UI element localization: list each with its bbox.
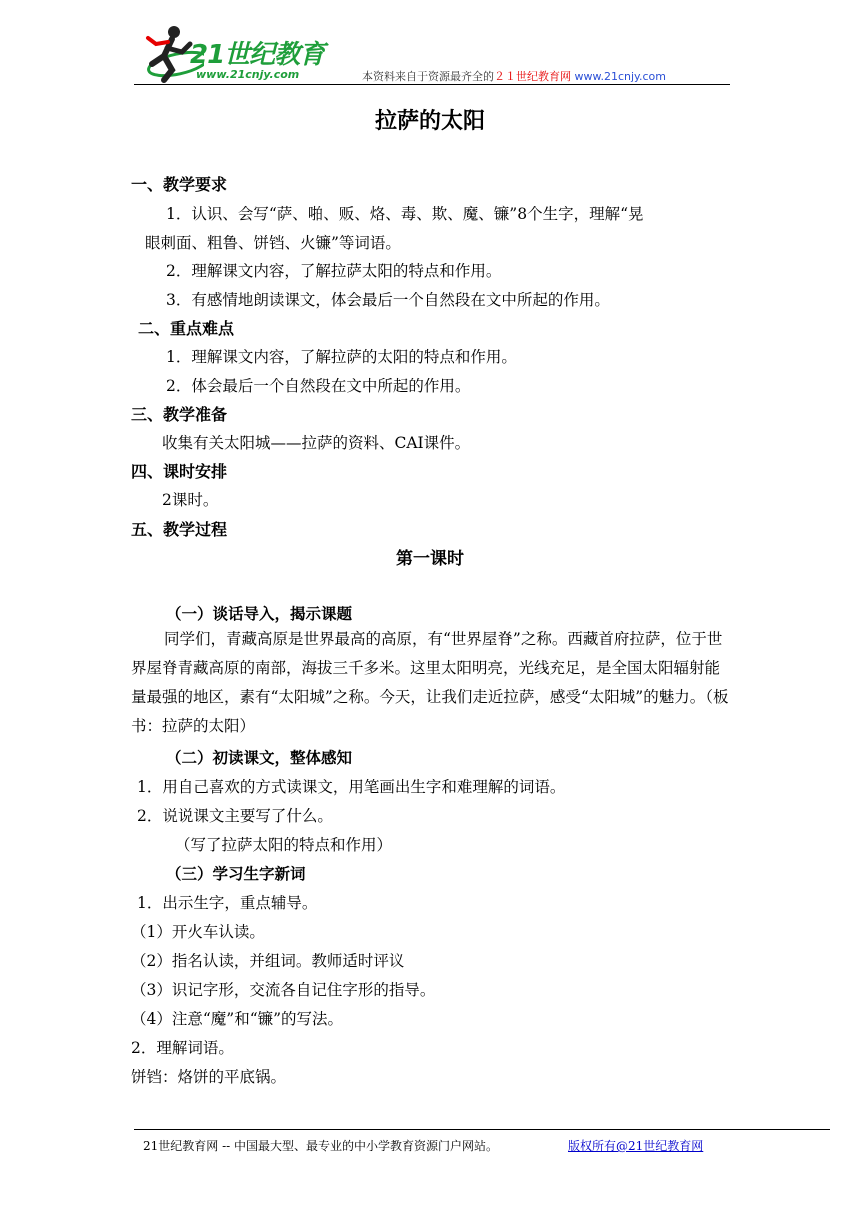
part1-heading: （一）谈话导入，揭示课题 bbox=[166, 605, 353, 623]
part1-paragraph: 同学们，青藏高原是世界最高的高原，有“世界屋脊”之称。西藏首府拉萨，位于世界屋脊青藏高原的南部，海拔三千多米。这里太阳明亮，光线充足，是全国太阳辐射能量最强的地区，素有“太阳城”之称。今天，让我们走近拉萨，感受“太阳城”的魅力。（板书：拉萨的太阳） bbox=[131, 630, 729, 735]
section-heading-2: 二、重点难点 bbox=[138, 319, 235, 338]
part2-heading: （二）初读课文，整体感知 bbox=[166, 749, 353, 767]
part3-sub4: （4）注意“魔”和“镰”的写法。 bbox=[131, 1010, 344, 1028]
part3-item2: 2．理解词语。 bbox=[131, 1039, 234, 1057]
header-note-url[interactable]: www.21cnjy.com bbox=[574, 70, 666, 83]
part3-heading: （三）学习生字新词 bbox=[166, 865, 306, 883]
s1-item3: 3．有感情地朗读课文，体会最后一个自然段在文中所起的作用。 bbox=[166, 291, 610, 309]
copyright-link[interactable]: 版权所有@21世纪教育网 bbox=[568, 1139, 704, 1153]
section-heading-4: 四、课时安排 bbox=[131, 462, 228, 481]
s3-text: 收集有关太阳城——拉萨的资料、CAI课件。 bbox=[162, 434, 471, 452]
header-note-prefix: 本资料来自于资源最齐全的 bbox=[362, 70, 494, 83]
footer-text: 21世纪教育网 -- 中国最大型、最专业的中小学教育资源门户网站。 bbox=[143, 1139, 499, 1153]
part3-sub1: （1）开火车认读。 bbox=[131, 923, 265, 941]
header-note bbox=[362, 68, 666, 84]
s2-item1: 1．理解课文内容，了解拉萨的太阳的特点和作用。 bbox=[166, 348, 517, 366]
header-divider bbox=[134, 84, 730, 85]
part3-item1: 1．出示生字，重点辅导。 bbox=[137, 894, 318, 912]
document-title: 拉萨的太阳 bbox=[374, 109, 485, 134]
s4-text: 2课时。 bbox=[162, 491, 219, 509]
section-heading-3: 三、教学准备 bbox=[131, 405, 228, 424]
part3-word: 饼铛：烙饼的平底锅。 bbox=[131, 1068, 287, 1086]
s2-item2: 2．体会最后一个自然段在文中所起的作用。 bbox=[166, 377, 471, 395]
lesson-title: 第一课时 bbox=[396, 549, 464, 569]
header-note-highlight[interactable]: ２１世纪教育网 bbox=[494, 70, 571, 83]
s1-item1-line1: 1．认识、会写“萨、啪、贩、烙、毒、欺、魔、镰”8个生字，理解“晃 bbox=[166, 205, 644, 223]
logo-text: 21世纪教育 bbox=[190, 40, 325, 70]
part3-sub3: （3）识记字形，交流各自记住字形的指导。 bbox=[131, 981, 436, 999]
part2-item1: 1．用自己喜欢的方式读课文，用笔画出生字和难理解的词语。 bbox=[137, 778, 566, 796]
footer-divider bbox=[134, 1129, 830, 1130]
part2-item2: 2．说说课文主要写了什么。 bbox=[137, 807, 333, 825]
site-logo bbox=[134, 20, 334, 88]
s1-item1-line2: 眼刺面、粗鲁、饼铛、火镰”等词语。 bbox=[145, 234, 401, 252]
part2-answer: （写了拉萨太阳的特点和作用） bbox=[175, 836, 393, 854]
logo-url: www.21cnjy.com bbox=[196, 68, 300, 81]
section-heading-5: 五、教学过程 bbox=[131, 520, 228, 539]
section-heading-1: 一、教学要求 bbox=[131, 175, 228, 194]
part3-sub2: （2）指名认读，并组词。教师适时评议 bbox=[131, 952, 405, 970]
s1-item2: 2．理解课文内容，了解拉萨太阳的特点和作用。 bbox=[166, 262, 502, 280]
